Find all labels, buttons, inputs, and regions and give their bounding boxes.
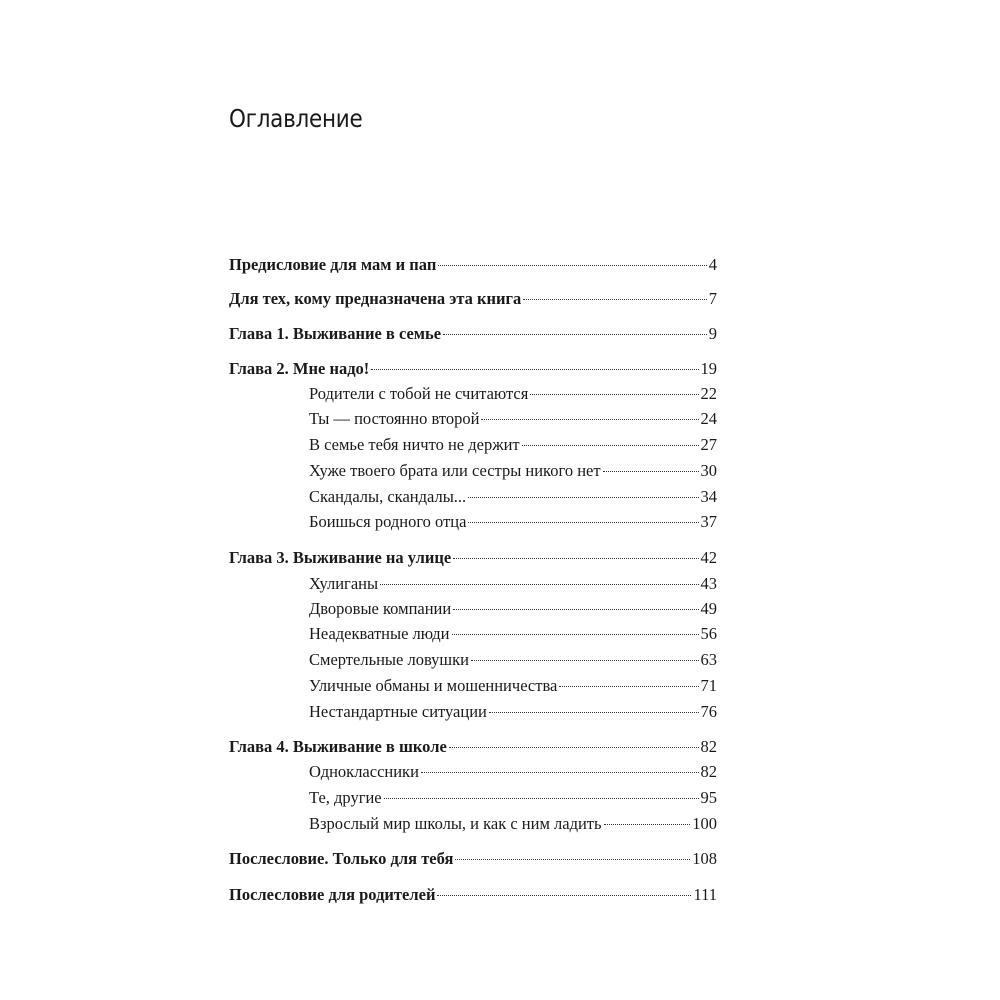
toc-chapter-entry: [229, 255, 717, 275]
toc-page-number: 22: [700, 384, 717, 403]
toc-page-number: 95: [700, 788, 717, 807]
toc-dot-leader: [471, 659, 699, 661]
toc-page-number: 9: [708, 324, 717, 343]
toc-entry-label: Родители с тобой не считаются: [309, 384, 529, 403]
toc-section-entry: [309, 814, 717, 834]
toc-page-number: 63: [700, 650, 717, 669]
toc-chapter-entry: [229, 548, 717, 568]
toc-dot-leader: [530, 393, 698, 395]
toc-entry-label: Скандалы, скандалы...: [309, 487, 467, 506]
toc-entry-label: Ты — постоянно второй: [309, 409, 480, 428]
toc-chapter-entry: [229, 737, 717, 757]
toc-dot-leader: [603, 470, 699, 472]
toc-page-number: 82: [700, 762, 717, 781]
toc-entry-label: Те, другие: [309, 788, 382, 807]
toc-dot-leader: [559, 685, 698, 687]
toc-chapter-entry: [229, 849, 717, 869]
toc-entry-label: В семье тебя ничто не держит: [309, 435, 520, 454]
toc-dot-leader: [453, 557, 698, 559]
toc-dot-leader: [523, 298, 706, 300]
toc-page-number: 43: [700, 574, 717, 593]
toc-dot-leader: [449, 746, 699, 748]
toc-page-number: 56: [700, 624, 717, 643]
toc-page-number: 19: [700, 359, 717, 378]
toc-entry-label: Глава 3. Выживание на улице: [229, 548, 452, 567]
toc-entry-label: Дворовые компании: [309, 599, 452, 618]
toc-section-entry: [309, 512, 717, 532]
toc-page-number: 27: [700, 435, 717, 454]
toc-page-number: 42: [700, 548, 717, 567]
toc-dot-leader: [453, 608, 698, 610]
toc-page-number: 30: [700, 461, 717, 480]
toc-dot-leader: [468, 496, 698, 498]
toc-entry-label: Послесловие для родителей: [229, 885, 436, 904]
toc-entry-label: Взрослый мир школы, и как с ним ладить: [309, 814, 602, 833]
toc-dot-leader: [489, 711, 699, 713]
toc-section-entry: [309, 599, 717, 619]
toc-chapter-entry: [229, 359, 717, 379]
toc-dot-leader: [384, 797, 699, 799]
toc-chapter-entry: [229, 324, 717, 344]
toc-chapter-entry: [229, 885, 717, 905]
toc-section-entry: [309, 762, 717, 782]
toc-page-number: 100: [692, 814, 717, 833]
toc-section-entry: [309, 384, 717, 404]
toc-section-entry: [309, 676, 717, 696]
table-of-contents: [229, 0, 717, 1000]
toc-entry-label: Для тех, кому предназначена эта книга: [229, 289, 522, 308]
toc-page-number: 108: [692, 849, 717, 868]
toc-entry-label: Глава 1. Выживание в семье: [229, 324, 442, 343]
toc-entry-label: Одноклассники: [309, 762, 419, 781]
toc-section-entry: [309, 435, 717, 455]
toc-section-entry: [309, 574, 717, 594]
toc-page-number: 34: [700, 487, 717, 506]
toc-page-number: 37: [700, 512, 717, 531]
toc-dot-leader: [522, 444, 699, 446]
toc-page-number: 111: [693, 885, 717, 904]
toc-dot-leader: [452, 633, 699, 635]
toc-section-entry: [309, 409, 717, 429]
toc-entry-label: Нестандартные ситуации: [309, 702, 487, 721]
toc-dot-leader: [604, 823, 691, 825]
toc-entry-label: Хуже твоего брата или сестры никого нет: [309, 461, 601, 480]
toc-dot-leader: [421, 771, 699, 773]
toc-page-number: 4: [708, 255, 717, 274]
toc-entry-label: Уличные обманы и мошенничества: [309, 676, 558, 695]
toc-entry-label: Предисловие для мам и пап: [229, 255, 437, 274]
toc-section-entry: [309, 487, 717, 507]
toc-page-number: 71: [700, 676, 717, 695]
toc-dot-leader: [468, 521, 698, 523]
toc-entry-label: Глава 4. Выживание в школе: [229, 737, 447, 756]
toc-page-number: 24: [700, 409, 717, 428]
toc-section-entry: [309, 650, 717, 670]
toc-entry-label: Смертельные ловушки: [309, 650, 469, 669]
toc-section-entry: [309, 461, 717, 481]
toc-dot-leader: [481, 418, 698, 420]
toc-section-entry: [309, 788, 717, 808]
toc-dot-leader: [371, 368, 698, 370]
toc-dot-leader: [380, 583, 698, 585]
toc-page-number: 49: [700, 599, 717, 618]
toc-page-number: 82: [700, 737, 717, 756]
toc-entry-label: Неадекватные люди: [309, 624, 450, 643]
page-title: Оглавление: [229, 104, 363, 133]
toc-section-entry: [309, 624, 717, 644]
toc-dot-leader: [443, 333, 707, 335]
toc-entry-label: Хулиганы: [309, 574, 379, 593]
toc-page-number: 7: [708, 289, 717, 308]
toc-page-number: 76: [700, 702, 717, 721]
toc-entry-label: Боишься родного отца: [309, 512, 467, 531]
toc-dot-leader: [437, 894, 691, 896]
toc-entry-label: Глава 2. Мне надо!: [229, 359, 370, 378]
toc-section-entry: [309, 702, 717, 722]
toc-chapter-entry: [229, 289, 717, 309]
toc-entry-label: Послесловие. Только для тебя: [229, 849, 454, 868]
toc-dot-leader: [455, 858, 690, 860]
toc-dot-leader: [438, 264, 706, 266]
